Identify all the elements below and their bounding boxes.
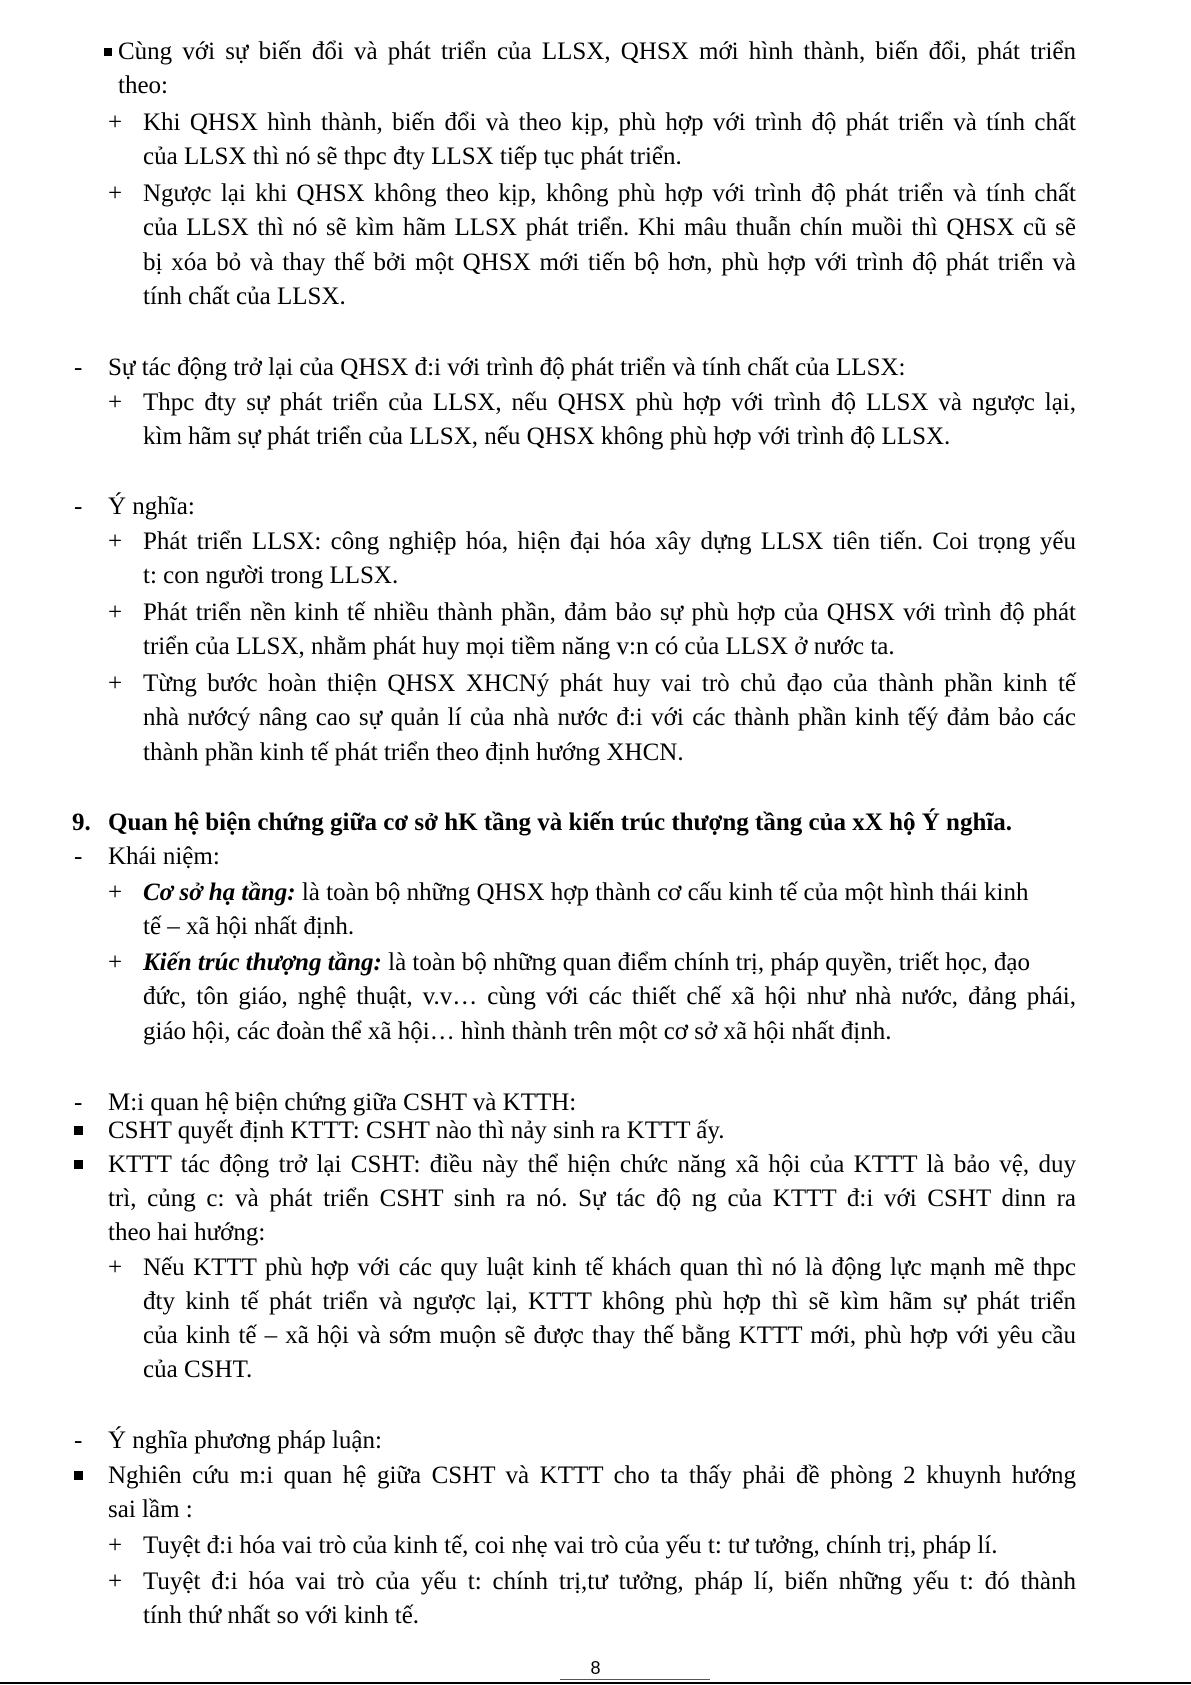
paragraph-line: kìm hãm sự phát triển của LLSX, nếu QHSX không phù hợp với trình độ LLSX. <box>143 423 951 450</box>
dash-marker: - <box>74 354 83 381</box>
paragraph-line: của CSHT. <box>143 1356 253 1383</box>
paragraph-line: bị xóa bỏ và thay thế bởi một QHSX mới tiến bộ hơn, phù hợp với trình độ phát triển và <box>143 249 1076 276</box>
paragraph-line: thành phần kinh tế phát triển theo định hướng XHCN. <box>143 739 684 766</box>
paragraph-line: đty kinh tế phát triển và ngược lại, KTTT không phù hợp thì sẽ kìm hãm sự phát triển <box>143 1288 1076 1315</box>
bullet-square <box>74 1160 83 1169</box>
paragraph-line: đức, tôn giáo, nghệ thuật, v.v… cùng với các thiết chế xã hội như nhà nước, đảng phái, <box>143 983 1076 1010</box>
definition-text: là toàn bộ những quan điểm chính trị, pháp quyền, triết học, đạo <box>388 949 1030 976</box>
section-heading: Sự tác động trở lại của QHSX đ:i với trình độ phát triển và tính chất của LLSX: <box>108 354 906 381</box>
dash-marker: - <box>74 1427 83 1454</box>
bullet-square <box>74 1126 83 1135</box>
section-heading: Ý nghĩa: <box>108 493 195 520</box>
paragraph-line: KTTT tác động trở lại CSHT: điều này thể hiện chức năng xã hội của KTTT là bảo vệ, duy <box>108 1151 1076 1178</box>
paragraph-line: sai lầm : <box>108 1496 193 1523</box>
plus-marker: + <box>108 1532 123 1559</box>
plus-marker: + <box>108 599 123 626</box>
plus-marker: + <box>108 528 123 555</box>
paragraph-line: của LLSX thì nó sẽ thpc đty LLSX tiếp tục phát triển. <box>143 143 682 170</box>
paragraph-line: triển của LLSX, nhằm phát huy mọi tiềm năng v:n có của LLSX ở nước ta. <box>143 633 895 660</box>
dash-marker: - <box>74 1089 83 1116</box>
paragraph-line: Từng bước hoàn thiện QHSX XHCNý phát huy vai trò chủ đạo của thành phần kinh tế <box>143 670 1076 697</box>
page-number: 8 <box>590 1658 601 1678</box>
paragraph-line: Tuyệt đ:i hóa vai trò của yếu t: chính trị,tư tưởng, pháp lí, biến những yếu t: đó thành <box>143 1568 1076 1595</box>
bullet-square <box>104 48 112 56</box>
section-title: Quan hệ biện chứng giữa cơ sở hK tầng và kiến trúc thượng tầng của xX hộ Ý nghĩa. <box>108 809 1013 836</box>
plus-marker: + <box>108 109 123 136</box>
paragraph-line: Phát triển nền kinh tế nhiều thành phần, đảm bảo sự phù hợp của QHSX với trình độ phát <box>143 599 1076 626</box>
plus-marker: + <box>108 180 123 207</box>
plus-marker: + <box>108 949 123 976</box>
paragraph-line: CSHT quyết định KTTT: CSHT nào thì nảy sinh ra KTTT ấy. <box>108 1117 725 1144</box>
definition-line <box>143 876 1076 910</box>
paragraph-line: tính thứ nhất so với kinh tế. <box>143 1602 420 1629</box>
paragraph-line: Tuyệt đ:i hóa vai trò của kinh tế, coi nhẹ vai trò của yếu t: tư tưởng, chính trị, pháp lí. <box>143 1532 998 1559</box>
paragraph-line: Ngược lại khi QHSX không theo kịp, không phù hợp với trình độ phát triển và tính chất <box>143 180 1076 207</box>
section-number: 9. <box>72 809 91 836</box>
term-kien-truc-thuong-tang: Kiến trúc thượng tầng: <box>143 949 382 976</box>
term-co-so-ha-tang: Cơ sở hạ tầng: <box>143 879 296 906</box>
paragraph-line: theo hai hướng: <box>108 1219 266 1246</box>
footer-rule <box>0 1682 1191 1684</box>
bullet-square <box>74 1471 83 1480</box>
section-heading: Khái niệm: <box>108 843 220 870</box>
paragraph-line: của LLSX thì nó sẽ kìm hãm LLSX phát triển. Khi mâu thuẫn chín muồi thì QHSX cũ sẽ <box>143 214 1076 241</box>
paragraph-line: nhà nướcý nâng cao sự quản lí của nhà nước đ:i với các thành phần kinh tếý đảm bảo các <box>143 704 1076 731</box>
definition-line <box>143 946 1076 980</box>
paragraph-line: theo: <box>118 72 168 99</box>
paragraph-line: của kinh tế – xã hội và sớm muộn sẽ được thay thế bằng KTTT mới, phù hợp với yêu cầu <box>143 1322 1076 1349</box>
paragraph-line: Khi QHSX hình thành, biến đổi và theo kịp, phù hợp với trình độ phát triển và tính chất <box>143 109 1076 136</box>
dash-marker: - <box>74 843 83 870</box>
dash-marker: - <box>74 493 83 520</box>
paragraph-line: Cùng với sự biến đổi và phát triển của LLSX, QHSX mới hình thành, biến đổi, phát triển <box>118 38 1076 65</box>
plus-marker: + <box>108 879 123 906</box>
paragraph-line: t: con người trong LLSX. <box>143 562 399 589</box>
definition-text: là toàn bộ những QHSX hợp thành cơ cấu kinh tế của một hình thái kinh <box>301 879 1029 906</box>
section-heading: Ý nghĩa phương pháp luận: <box>108 1427 382 1454</box>
section-heading: M:i quan hệ biện chứng giữa CSHT và KTTH: <box>108 1089 577 1116</box>
paragraph-line: Nghiên cứu m:i quan hệ giữa CSHT và KTTT cho ta thấy phải đề phòng 2 khuynh hướng <box>108 1462 1076 1489</box>
paragraph-line: tế – xã hội nhất định. <box>143 913 355 940</box>
paragraph-line: trì, củng c: và phát triển CSHT sinh ra nó. Sự tác độ ng của KTTT đ:i với CSHT dinn ra <box>108 1185 1076 1212</box>
paragraph-line: giáo hội, các đoàn thể xã hội… hình thành trên một cơ sở xã hội nhất định. <box>143 1018 892 1045</box>
plus-marker: + <box>108 1568 123 1595</box>
plus-marker: + <box>108 389 123 416</box>
paragraph-line: Nếu KTTT phù hợp với các quy luật kinh tế khách quan thì nó là động lực mạnh mẽ thpc <box>143 1254 1076 1281</box>
plus-marker: + <box>108 1254 123 1281</box>
footer-rule-short <box>560 1679 710 1680</box>
paragraph-line: Thpc đty sự phát triển của LLSX, nếu QHSX phù hợp với trình độ LLSX và ngược lại, <box>143 389 1076 416</box>
paragraph-line: Phát triển LLSX: công nghiệp hóa, hiện đại hóa xây dựng LLSX tiên tiến. Coi trọng yếu <box>143 528 1076 555</box>
paragraph-line: tính chất của LLSX. <box>143 283 346 310</box>
plus-marker: + <box>108 670 123 697</box>
